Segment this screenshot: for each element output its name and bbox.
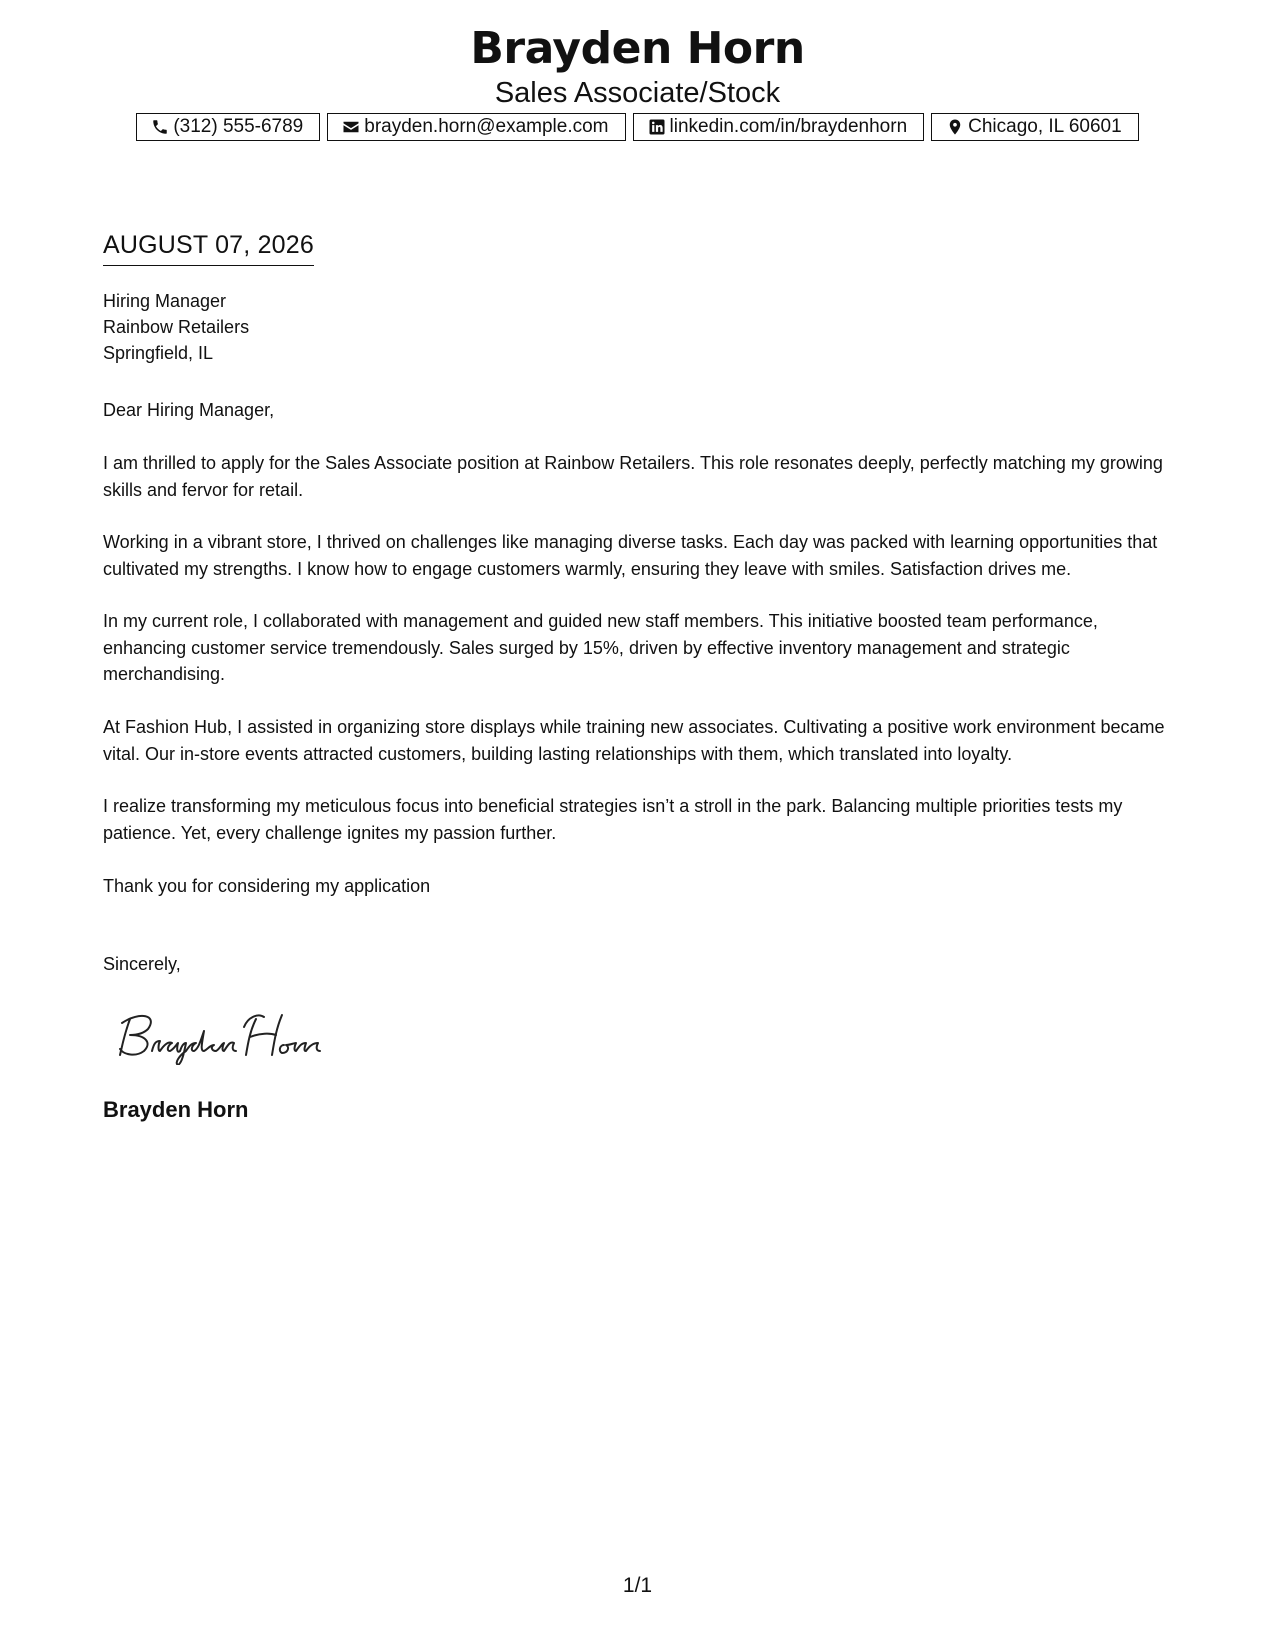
contact-linkedin[interactable] [633,113,925,141]
sign-off: Sincerely, [103,954,181,974]
recipient-location: Springfield, IL [103,343,214,363]
body-paragraph: Working in a vibrant store, I thrived on challenges like managing diverse tasks. Each day was packed with learning opportunities that cultivated my strengths. I know how to engage customers warmly, ensuring they leave with smiles. Satisfaction drives me. [103,532,1158,579]
letter-header [0,22,1275,110]
map-pin-icon [945,117,965,137]
recipient-company: Rainbow Retailers [103,317,250,337]
linkedin-icon [647,117,667,137]
closing-line: Thank you for considering my application [103,876,431,896]
contact-location[interactable] [931,113,1139,141]
recipient-name: Hiring Manager [103,291,227,311]
salutation: Dear Hiring Manager, [103,400,275,420]
recipient-block [103,288,249,366]
page-number: 1/1 [622,1574,653,1597]
signer-name: Brayden Horn [103,1097,249,1122]
body-paragraph: I am thrilled to apply for the Sales Associate position at Rainbow Retailers. This role resonates deeply, perfectly matching my growing skills and fervor for retail. [103,453,1163,500]
contact-email[interactable] [327,113,625,141]
linkedin-text: linkedin.com/in/braydenhorn [669,116,908,137]
body-paragraph: I realize transforming my meticulous focus into beneficial strategies isn’t a stroll in the park. Balancing multiple priorities tests my patience. Yet, every challenge ignites my passion further. [103,796,1123,843]
location-text: Chicago, IL 60601 [968,116,1122,137]
envelope-icon [341,117,361,137]
phone-icon [150,117,170,137]
phone-text: (312) 555-6789 [173,116,304,137]
email-text: brayden.horn@example.com [364,116,609,137]
contact-bar [0,113,1275,141]
handwritten-signature [118,1005,358,1065]
body-paragraph: At Fashion Hub, I assisted in organizing store displays while training new associates. Cultivating a positive work environment became vital. Our in-store events attracted customers, building lasting relationships with them, which translated into loyalty. [103,717,1165,764]
contact-phone[interactable] [136,113,320,141]
applicant-name: Brayden Horn [470,23,805,74]
job-title: Sales Associate/Stock [494,77,781,109]
body-paragraph: In my current role, I collaborated with management and guided new staff members. This initiative boosted team performance, enhancing customer service tremendously. Sales surged by 15%, driven by effective inventory management and strategic merchandising. [103,611,1098,684]
letter-date: AUGUST 07, 2026 [103,230,314,266]
